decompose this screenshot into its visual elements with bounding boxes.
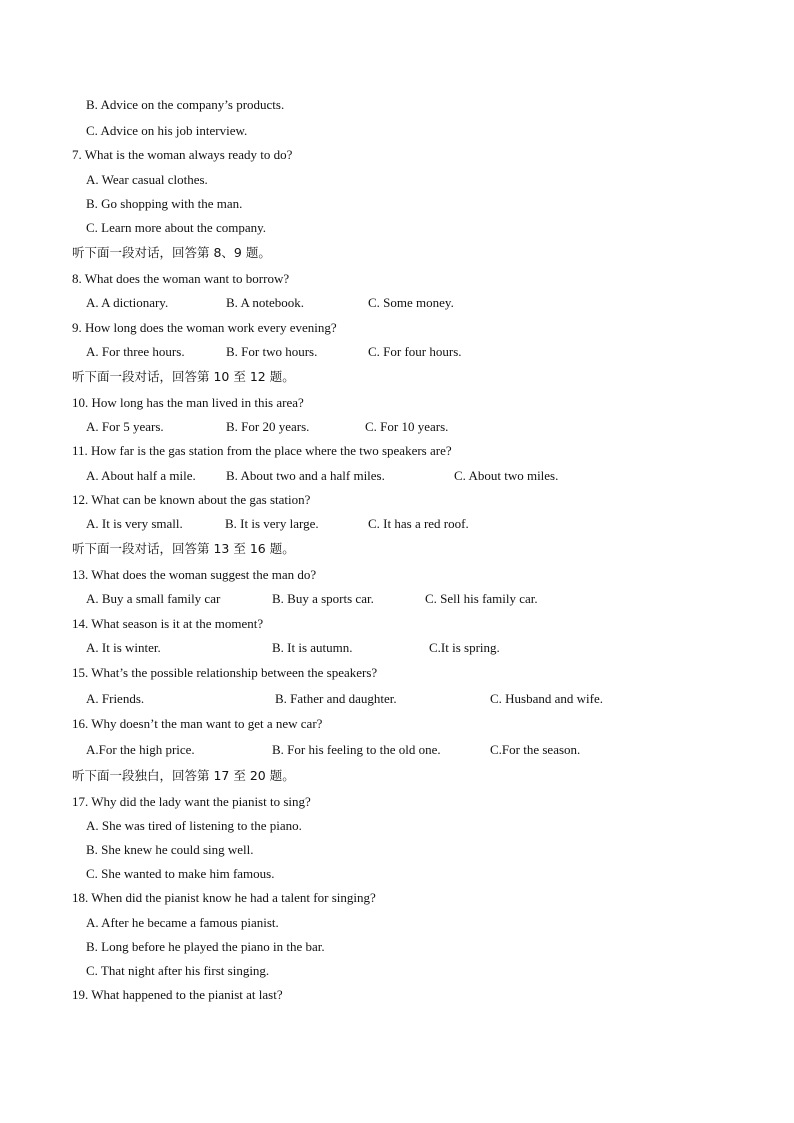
option-15b: B. Father and daughter. bbox=[275, 691, 397, 706]
option-15a: A. Friends. bbox=[86, 691, 145, 706]
option-13c: C. Sell his family car. bbox=[425, 591, 538, 606]
option-9b: B. For two hours. bbox=[226, 344, 318, 359]
option-11c: C. About two miles. bbox=[454, 468, 559, 483]
question-19: 19. What happened to the pianist at last? bbox=[72, 987, 283, 1002]
question-14: 14. What season is it at the moment? bbox=[72, 616, 264, 631]
option-14c: C.It is spring. bbox=[429, 640, 500, 655]
option-8b: B. A notebook. bbox=[226, 295, 305, 310]
question-12: 12. What can be known about the gas station? bbox=[72, 492, 311, 507]
option-6b: B. Advice on the company’s products. bbox=[86, 97, 285, 112]
section-heading-8-9: 听下面一段对话，回答第 8、9 题。 bbox=[72, 245, 271, 260]
question-10: 10. How long has the man lived in this area? bbox=[72, 395, 304, 410]
option-7b: B. Go shopping with the man. bbox=[86, 196, 243, 211]
option-10a: A. For 5 years. bbox=[86, 419, 164, 434]
option-14a: A. It is winter. bbox=[86, 640, 161, 655]
option-12c: C. It has a red roof. bbox=[368, 516, 469, 531]
option-6c: C. Advice on his job interview. bbox=[86, 123, 248, 138]
option-9c: C. For four hours. bbox=[368, 344, 462, 359]
option-17a: A. She was tired of listening to the piano. bbox=[86, 818, 302, 833]
section-heading-17-20: 听下面一段独白，回答第 17 至 20 题。 bbox=[72, 768, 295, 783]
option-14b: B. It is autumn. bbox=[272, 640, 353, 655]
option-15c: C. Husband and wife. bbox=[490, 691, 604, 706]
option-9a: A. For three hours. bbox=[86, 344, 185, 359]
option-12a: A. It is very small. bbox=[86, 516, 183, 531]
option-17c: C. She wanted to make him famous. bbox=[86, 866, 275, 881]
option-11a: A. About half a mile. bbox=[86, 468, 196, 483]
question-11: 11. How far is the gas station from the place where the two speakers are? bbox=[72, 443, 452, 458]
option-13b: B. Buy a sports car. bbox=[272, 591, 374, 606]
option-18a: A. After he became a famous pianist. bbox=[86, 915, 279, 930]
option-7c: C. Learn more about the company. bbox=[86, 220, 267, 235]
question-15: 15. What’s the possible relationship between the speakers? bbox=[72, 665, 378, 680]
section-heading-13-16: 听下面一段对话，回答第 13 至 16 题。 bbox=[72, 541, 295, 556]
question-18: 18. When did the pianist know he had a talent for singing? bbox=[72, 890, 376, 905]
option-8c: C. Some money. bbox=[368, 295, 454, 310]
section-heading-10-12: 听下面一段对话，回答第 10 至 12 题。 bbox=[72, 369, 295, 384]
question-16: 16. Why doesn’t the man want to get a new car? bbox=[72, 716, 323, 731]
question-7: 7. What is the woman always ready to do? bbox=[72, 147, 293, 162]
question-13: 13. What does the woman suggest the man do? bbox=[72, 567, 317, 582]
option-8a: A. A dictionary. bbox=[86, 295, 169, 310]
option-7a: A. Wear casual clothes. bbox=[86, 172, 208, 187]
option-17b: B. She knew he could sing well. bbox=[86, 842, 254, 857]
option-18c: C. That night after his first singing. bbox=[86, 963, 270, 978]
option-10b: B. For 20 years. bbox=[226, 419, 310, 434]
option-16b: B. For his feeling to the old one. bbox=[272, 742, 441, 757]
option-12b: B. It is very large. bbox=[225, 516, 319, 531]
option-16a: A.For the high price. bbox=[86, 742, 195, 757]
question-8: 8. What does the woman want to borrow? bbox=[72, 271, 290, 286]
option-13a: A. Buy a small family car bbox=[86, 591, 221, 606]
question-17: 17. Why did the lady want the pianist to sing? bbox=[72, 794, 311, 809]
option-18b: B. Long before he played the piano in the bar. bbox=[86, 939, 325, 954]
question-9: 9. How long does the woman work every evening? bbox=[72, 320, 337, 335]
option-11b: B. About two and a half miles. bbox=[226, 468, 385, 483]
option-16c: C.For the season. bbox=[490, 742, 581, 757]
option-10c: C. For 10 years. bbox=[365, 419, 449, 434]
